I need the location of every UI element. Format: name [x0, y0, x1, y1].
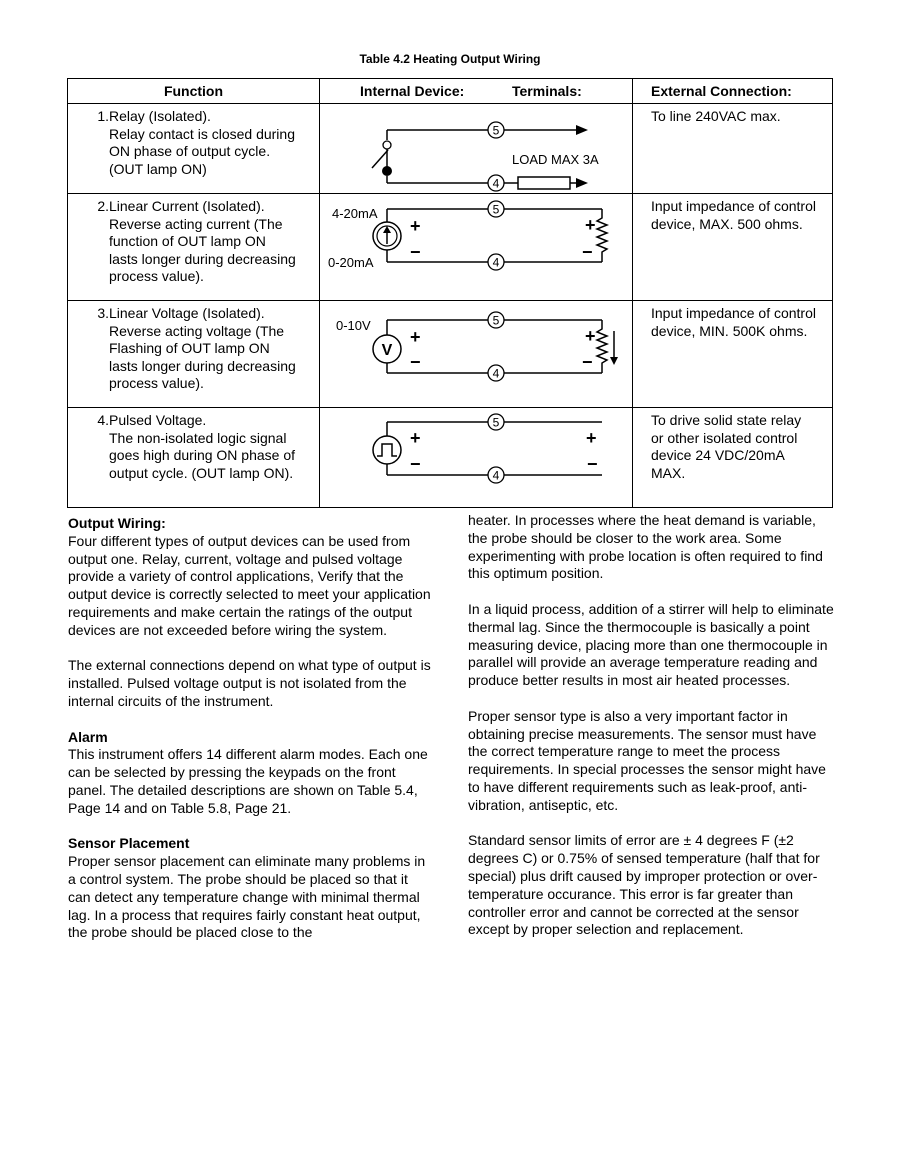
- plus-sign: +: [586, 428, 597, 448]
- load-resistor-icon: [597, 209, 607, 262]
- external-line: To drive solid state relay: [651, 412, 802, 428]
- output-wiring-paragraph: Four different types of output devices can be used from output one. Relay, current, voltage and pulsed voltage provide a variety of control applications, Verify that the output device is correctly selected to meet your application requirements and make certain the ratings of the output devices are not exceeded before wiring the system.: [68, 532, 431, 638]
- sensor-placement-paragraph: Proper sensor type is also a very important factor in obtaining precise measurements. The sensor must have the correct temperature range to meet the process requirements. In special processes the sensor might have to have different requirements such as leak-proof, anti-vibration, antiseptic, etc.: [468, 707, 826, 813]
- terminal-label: 5: [492, 202, 500, 217]
- header-external-connection: External Connection:: [633, 79, 833, 104]
- range-label: 0-10V: [336, 318, 371, 333]
- heating-output-wiring-table: [67, 78, 833, 508]
- table-header-row: [68, 79, 833, 104]
- right-text-column: [468, 512, 834, 957]
- plus-sign: +: [410, 327, 421, 347]
- function-line: Flashing of OUT lamp ON: [109, 340, 270, 357]
- current-diagram-cell: [320, 194, 633, 301]
- table-title: Table 4.2 Heating Output Wiring: [359, 52, 541, 66]
- pulse-source-icon: [373, 436, 401, 464]
- arrow-icon: [576, 178, 588, 188]
- current-wiring-diagram: [320, 194, 633, 300]
- external-connection-cell: [633, 194, 833, 301]
- relay-contact-closed-icon: [382, 166, 392, 176]
- function-line: (OUT lamp ON): [109, 160, 207, 177]
- external-line: or other isolated control: [651, 429, 798, 446]
- terminal-label: 5: [492, 313, 500, 328]
- function-cell: [68, 104, 320, 194]
- terminal-label: 4: [492, 468, 500, 483]
- terminal-label: 4: [492, 176, 500, 191]
- external-line: device 24 VDC/20mA: [651, 447, 785, 464]
- output-wiring-paragraph: The external connections depend on what type of output is installed. Pulsed voltage output is not isolated from the internal circuits of the instrument.: [68, 657, 431, 709]
- relay-wiring-diagram: [320, 104, 633, 193]
- minus-sign: −: [410, 242, 421, 262]
- external-line: device, MIN. 500K ohms.: [651, 322, 808, 339]
- table-row: [68, 301, 833, 408]
- function-line: goes high during ON phase of: [109, 447, 296, 464]
- table-row: [68, 194, 833, 301]
- terminal-label: 5: [492, 415, 500, 430]
- sensor-placement-paragraph: Standard sensor limits of error are ± 4 degrees F (±2 degrees C) or 0.75% of sensed temperature (half that for special) plus drift caused by improper protection or over-temperature occurance. This error is far greater than controller error and cannot be corrected at the sensor except by proper selection and replacement.: [468, 832, 820, 938]
- function-line: Reverse acting current (The: [109, 215, 283, 232]
- external-line: Input impedance of control: [651, 305, 816, 321]
- minus-sign: −: [410, 352, 421, 372]
- function-line: lasts longer during decreasing: [109, 250, 296, 267]
- function-line: Reverse acting voltage (The: [109, 322, 285, 339]
- header-terminals: Terminals:: [512, 83, 582, 99]
- external-connection-cell: [633, 104, 833, 194]
- plus-sign: +: [585, 326, 596, 346]
- function-line: ON phase of output cycle.: [109, 143, 271, 160]
- sensor-placement-heading: Sensor Placement: [68, 835, 190, 852]
- alarm-heading: Alarm: [68, 728, 108, 745]
- relay-switch-arm: [372, 150, 388, 168]
- table-row: [68, 104, 833, 194]
- function-line: lasts longer during decreasing: [109, 357, 296, 374]
- minus-sign: −: [582, 242, 593, 262]
- function-line: output cycle. (OUT lamp ON).: [109, 464, 294, 481]
- range-label: 0-20mA: [328, 255, 374, 270]
- alarm-paragraph: This instrument offers 14 different alarm modes. Each one can be selected by pressing the keypads on the front panel. The detailed descriptions are shown on Table 5.4, Page 14 and on Table 5.8, Page 21.: [68, 746, 428, 816]
- function-line: The non-isolated logic signal: [109, 429, 287, 446]
- pulsed-wiring-diagram: [320, 408, 633, 507]
- function-line: Pulsed Voltage.: [109, 412, 207, 428]
- output-wiring-heading: Output Wiring:: [68, 515, 166, 531]
- external-line: MAX.: [651, 464, 686, 481]
- load-label: LOAD MAX 3A: [512, 152, 599, 167]
- row-number: 1.: [97, 108, 109, 124]
- header-internal-device: Internal Device:: [360, 83, 465, 99]
- terminal-label: 4: [492, 366, 500, 381]
- function-cell: [68, 301, 320, 408]
- arrow-icon: [576, 125, 588, 135]
- function-line: process value).: [109, 375, 204, 392]
- row-number: 2.: [97, 198, 109, 214]
- pulsed-diagram-cell: [320, 408, 633, 508]
- relay-diagram-cell: [320, 104, 633, 194]
- left-text-column: [68, 515, 434, 960]
- external-line: device, MAX. 500 ohms.: [651, 215, 803, 232]
- row-number: 4.: [97, 412, 109, 428]
- table-row: [68, 408, 833, 508]
- external-line: Input impedance of control: [651, 198, 816, 214]
- minus-sign: −: [587, 454, 598, 474]
- function-cell: [68, 408, 320, 508]
- voltage-diagram-cell: [320, 301, 633, 408]
- terminal-label: 4: [492, 255, 500, 270]
- function-line: Relay (Isolated).: [109, 108, 211, 124]
- function-line: process value).: [109, 268, 204, 285]
- function-cell: [68, 194, 320, 301]
- plus-sign: +: [410, 428, 421, 448]
- external-line: To line 240VAC max.: [651, 108, 781, 124]
- external-connection-cell: [633, 408, 833, 508]
- header-internal-device-terminals: [320, 79, 633, 104]
- function-line: Linear Voltage (Isolated).: [109, 305, 265, 321]
- function-line: function of OUT lamp ON: [109, 233, 266, 250]
- voltage-wiring-diagram: [320, 301, 633, 407]
- row-number: 3.: [97, 305, 109, 321]
- function-line: Linear Current (Isolated).: [109, 198, 265, 214]
- sensor-placement-paragraph: heater. In processes where the heat demand is variable, the probe should be closer to the work area. Some experimenting with probe location is often required to find this optimum position.: [468, 512, 823, 582]
- relay-contact-open-icon: [383, 141, 391, 149]
- sensor-placement-paragraph: Proper sensor placement can eliminate many problems in a control system. The probe should be placed so that it can detect any temperature change with minimal thermal lag. In a process that requires fairly constant heat output, the probe should be placed close to the: [68, 853, 426, 941]
- external-connection-cell: [633, 301, 833, 408]
- plus-sign: +: [410, 216, 421, 236]
- plus-sign: +: [585, 215, 596, 235]
- terminal-label: 5: [492, 123, 500, 138]
- voltmeter-label: V: [381, 342, 393, 359]
- range-label: 4-20mA: [332, 206, 378, 221]
- minus-sign: −: [582, 352, 593, 372]
- load-resistor-icon: [518, 177, 570, 189]
- sensor-placement-paragraph: In a liquid process, addition of a stirrer will help to eliminate thermal lag. Since the thermocouple is basically a point measuring device, placing more than one thermocouple in parallel will provide an average temperature reading and produce better results in most air heated processes.: [468, 600, 834, 689]
- load-resistor-icon: [597, 320, 607, 373]
- header-function: Function: [68, 79, 320, 104]
- function-line: Relay contact is closed during: [109, 125, 295, 142]
- minus-sign: −: [410, 454, 421, 474]
